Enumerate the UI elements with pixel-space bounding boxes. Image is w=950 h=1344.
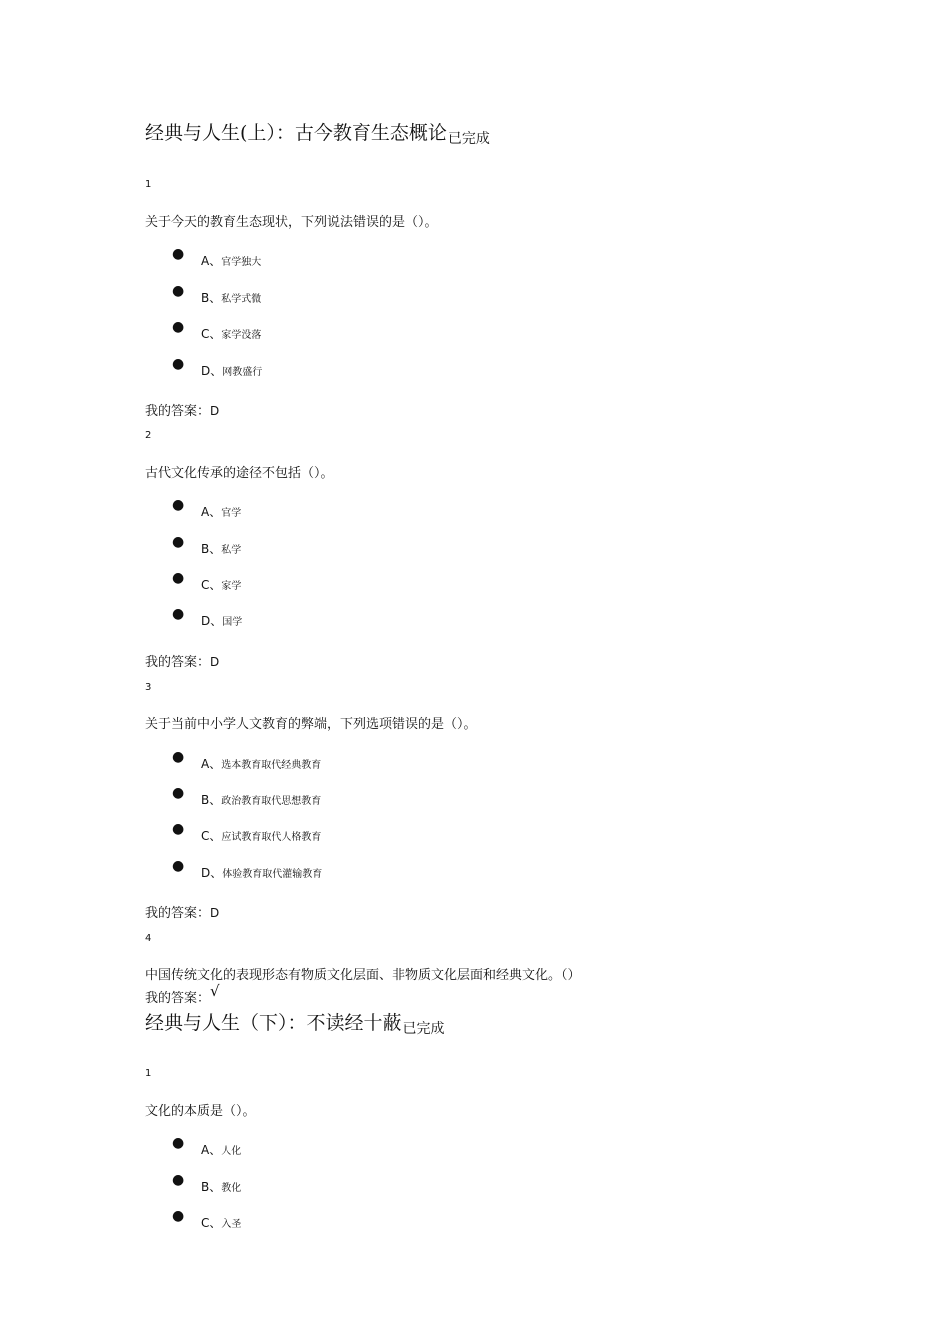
option-a[interactable]: A、官学	[201, 505, 242, 519]
bullet-icon: ●	[172, 319, 185, 335]
option-b[interactable]: B、教化	[201, 1180, 242, 1194]
option-a[interactable]: A、人化	[201, 1143, 242, 1157]
checkmark-answer: √	[210, 982, 220, 1000]
bullet-icon: ●	[172, 356, 185, 372]
question-text: 关于今天的教育生态现状，下列说法错误的是（）。	[145, 215, 438, 230]
section-title: 经典与人生(上）：古今教育生态概论$_{已完成}$	[145, 122, 490, 147]
question-number: 1	[145, 1068, 152, 1079]
bullet-icon: ●	[172, 749, 185, 765]
option-c[interactable]: C、家学没落	[201, 327, 262, 341]
option-b[interactable]: B、私学式微	[201, 291, 262, 305]
my-answer: 我的答案：D	[145, 404, 220, 419]
bullet-icon: ●	[172, 858, 185, 874]
bullet-icon: ●	[172, 497, 185, 513]
option-d[interactable]: D、体验教育取代灌输教育	[201, 866, 323, 880]
option-d[interactable]: D、国学	[201, 614, 243, 628]
option-c[interactable]: C、应试教育取代人格教育	[201, 829, 322, 843]
option-b[interactable]: B、私学	[201, 542, 242, 556]
bullet-icon: ●	[172, 534, 185, 550]
section-title: 经典与人生（下）：不读经十蔽$_{已完成}$	[145, 1012, 445, 1037]
status-label: 已完成	[402, 1021, 445, 1037]
question-text: 古代文化传承的途径不包括（）。	[145, 466, 334, 481]
question-number: 2	[145, 430, 152, 441]
question-number: 4	[145, 933, 152, 944]
option-c[interactable]: C、家学	[201, 578, 242, 592]
option-c[interactable]: C、入圣	[201, 1216, 242, 1230]
question-text: 文化的本质是（）。	[145, 1104, 256, 1119]
bullet-icon: ●	[172, 606, 185, 622]
my-answer: 我的答案：D	[145, 906, 220, 921]
option-a[interactable]: A、选本教育取代经典教育	[201, 757, 322, 771]
my-answer: 我的答案：D	[145, 655, 220, 670]
question-number: 1	[145, 179, 152, 190]
my-answer: 我的答案：√	[145, 982, 220, 1006]
option-d[interactable]: D、网教盛行	[201, 364, 263, 378]
question-text: 关于当前中小学人文教育的弊端，下列选项错误的是（）。	[145, 717, 477, 732]
bullet-icon: ●	[172, 283, 185, 299]
bullet-icon: ●	[172, 246, 185, 262]
option-b[interactable]: B、政治教育取代思想教育	[201, 793, 322, 807]
question-text: 中国传统文化的表现形态有物质文化层面、非物质文化层面和经典文化。（）	[145, 968, 581, 983]
question-number: 3	[145, 682, 152, 693]
bullet-icon: ●	[172, 1135, 185, 1151]
option-a[interactable]: A、官学独大	[201, 254, 262, 268]
bullet-icon: ●	[172, 785, 185, 801]
bullet-icon: ●	[172, 1208, 185, 1224]
bullet-icon: ●	[172, 570, 185, 586]
status-label: 已完成	[447, 131, 490, 147]
bullet-icon: ●	[172, 1172, 185, 1188]
bullet-icon: ●	[172, 821, 185, 837]
